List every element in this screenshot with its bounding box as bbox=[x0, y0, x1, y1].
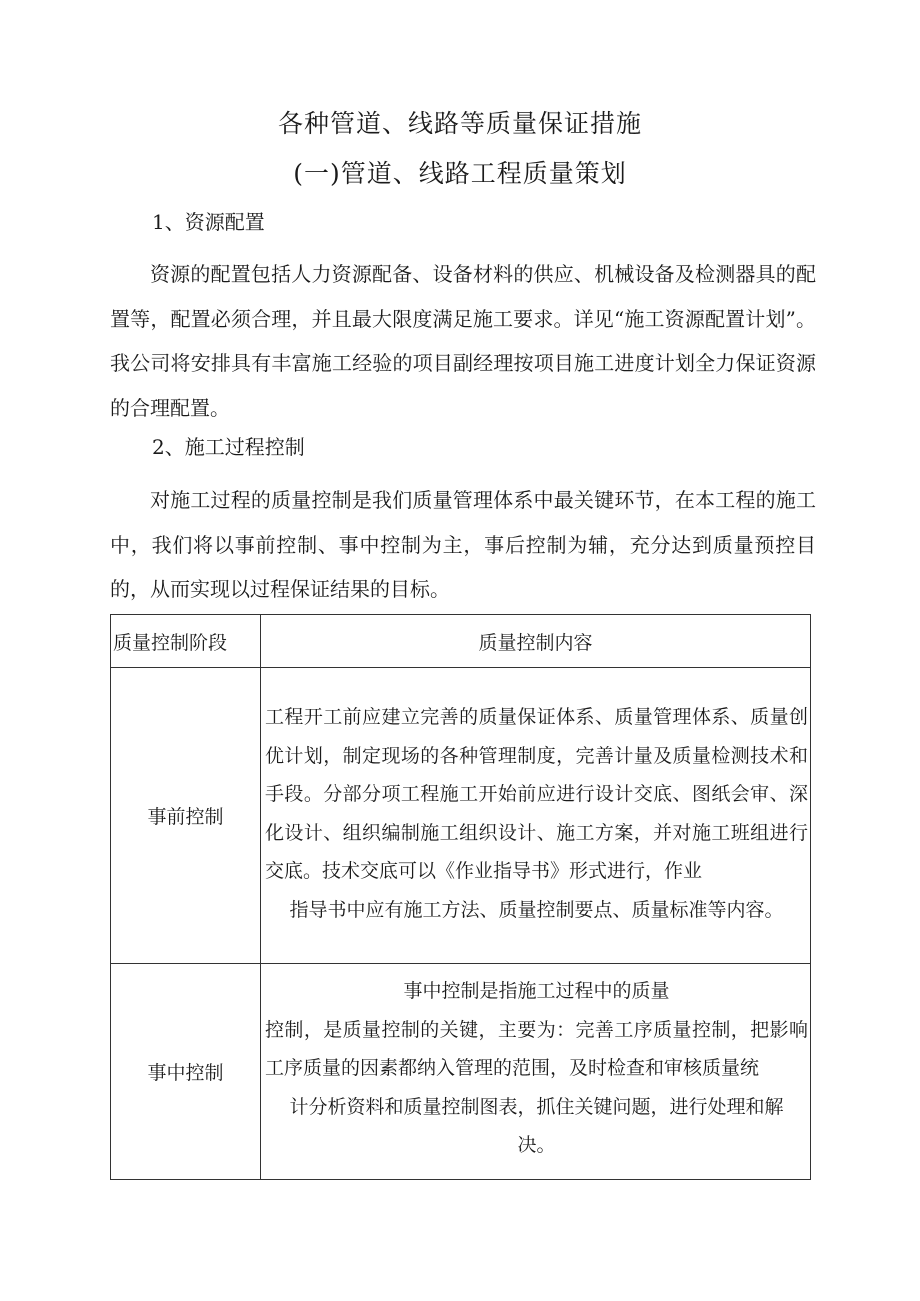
table-header-row bbox=[111, 615, 811, 668]
table-row bbox=[111, 668, 811, 964]
table-cell-content bbox=[261, 668, 811, 964]
content-tail-text: 计分析资料和质量控制图表，抓住关键问题，进行处理和解 bbox=[289, 1095, 784, 1118]
content-tail-text: 指导书中应有施工方法、质量控制要点、质量标准等内容。 bbox=[289, 898, 784, 921]
table-cell-content bbox=[261, 964, 811, 1180]
table-cell-stage: 事前控制 bbox=[111, 668, 261, 964]
table-row bbox=[111, 964, 811, 1180]
document-title: 各种管道、线路等质量保证措施 bbox=[277, 109, 642, 138]
quality-control-table bbox=[110, 614, 811, 1180]
content-main-text: 控制，是质量控制的关键，主要为：完善工序质量控制，把影响工序质量的因素都纳入管理的范围，及时检查和审核质量统 bbox=[265, 1018, 808, 1079]
section-paragraph-process: 对施工过程的质量控制是我们质量管理体系中最关键环节，在本工程的施工中，我们将以事前控制、事中控制为主，事后控制为辅，充分达到质量预控目的，从而实现以过程保证结果的目标。 bbox=[110, 488, 816, 601]
table-header-stage: 质量控制阶段 bbox=[111, 615, 261, 668]
section-heading-resource: 1、资源配置 bbox=[152, 210, 265, 234]
document-subtitle: (一)管道、线路工程质量策划 bbox=[293, 159, 627, 188]
section-heading-process: 2、施工过程控制 bbox=[152, 435, 305, 459]
table-cell-stage: 事中控制 bbox=[111, 964, 261, 1180]
content-main-text: 工程开工前应建立完善的质量保证体系、质量管理体系、质量创优计划，制定现场的各种管理制度，完善计量及质量检测技术和手段。分部分项工程施工开始前应进行设计交底、图纸会审、深化设计、组织编制施工组织设计、施工方案，并对施工班组进行交底。技术交底可以《作业指导书》形式进行，作业 bbox=[265, 706, 808, 882]
section-paragraph-resource: 资源的配置包括人力资源配备、设备材料的供应、机械设备及检测器具的配置等，配置必须合理，并且最大限度满足施工要求。详见“施工资源配置计划”。我公司将安排具有丰富施工经验的项目副经理按项目施工进度计划全力保证资源的合理配置。 bbox=[110, 262, 816, 420]
table-header-content: 质量控制内容 bbox=[261, 615, 811, 668]
content-end-text: 决。 bbox=[517, 1134, 556, 1156]
content-head-text: 事中控制是指施工过程中的质量 bbox=[403, 980, 670, 1002]
